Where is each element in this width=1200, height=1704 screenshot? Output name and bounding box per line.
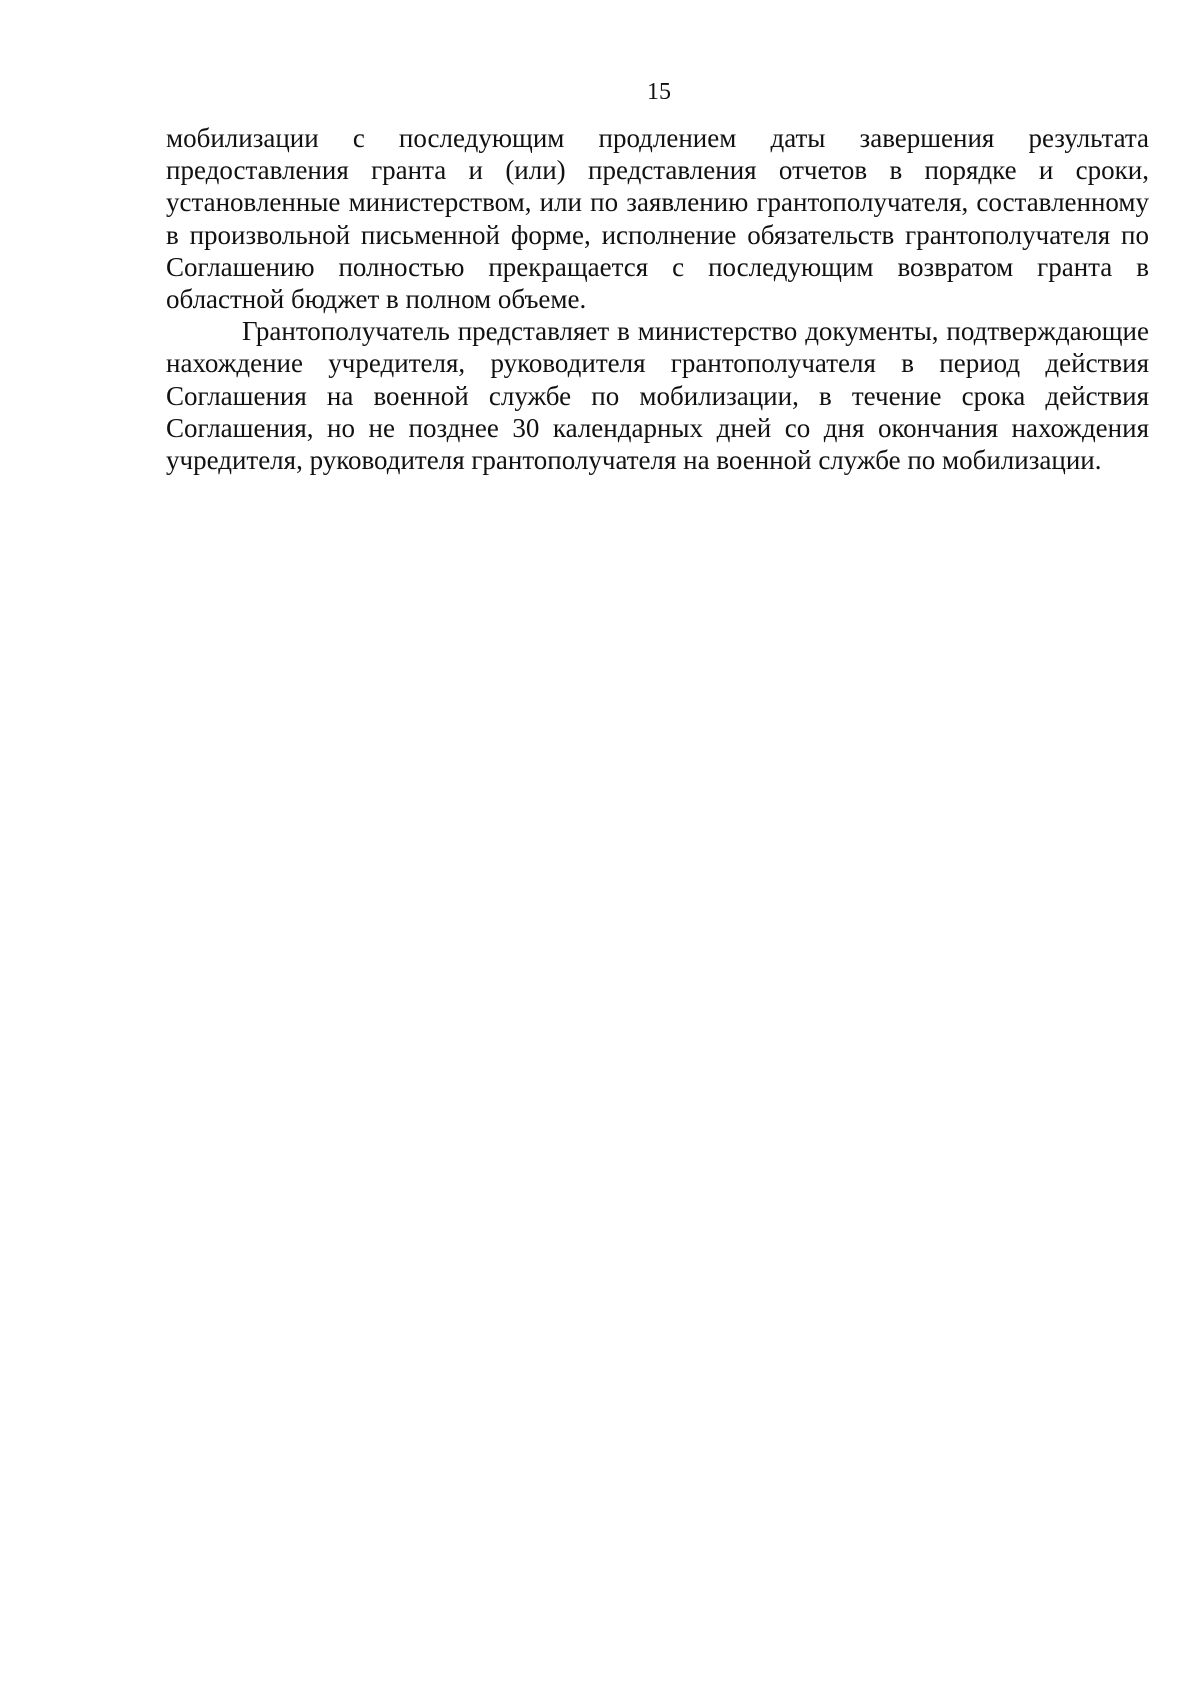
paragraph-grant-recipient-documents: Грантополучатель представляет в министерство документы, подтверждающие нахождение учредителя, руководителя грантополучателя в период действия Соглашения на военной службе по мобилизации, в течение срока действия Соглашения, но не позднее 30 календарных дней со дня окончания нахождения учредителя, руководителя грантополучателя на военной службе по мобилизации. (166, 316, 1149, 476)
page-number: 15 (647, 79, 671, 105)
document-body (166, 122, 1149, 476)
paragraph-continuation: мобилизации с последующим продлением даты завершения результата предоставления гранта и (или) представления отчетов в порядке и сроки, установленные министерством, или по заявлению грантополучателя, составленному в произвольной письменной форме, исполнение обязательств грантополучателя по Соглашению полностью прекращается с последующим возвратом гранта в областной бюджет в полном объеме. (166, 123, 1149, 315)
